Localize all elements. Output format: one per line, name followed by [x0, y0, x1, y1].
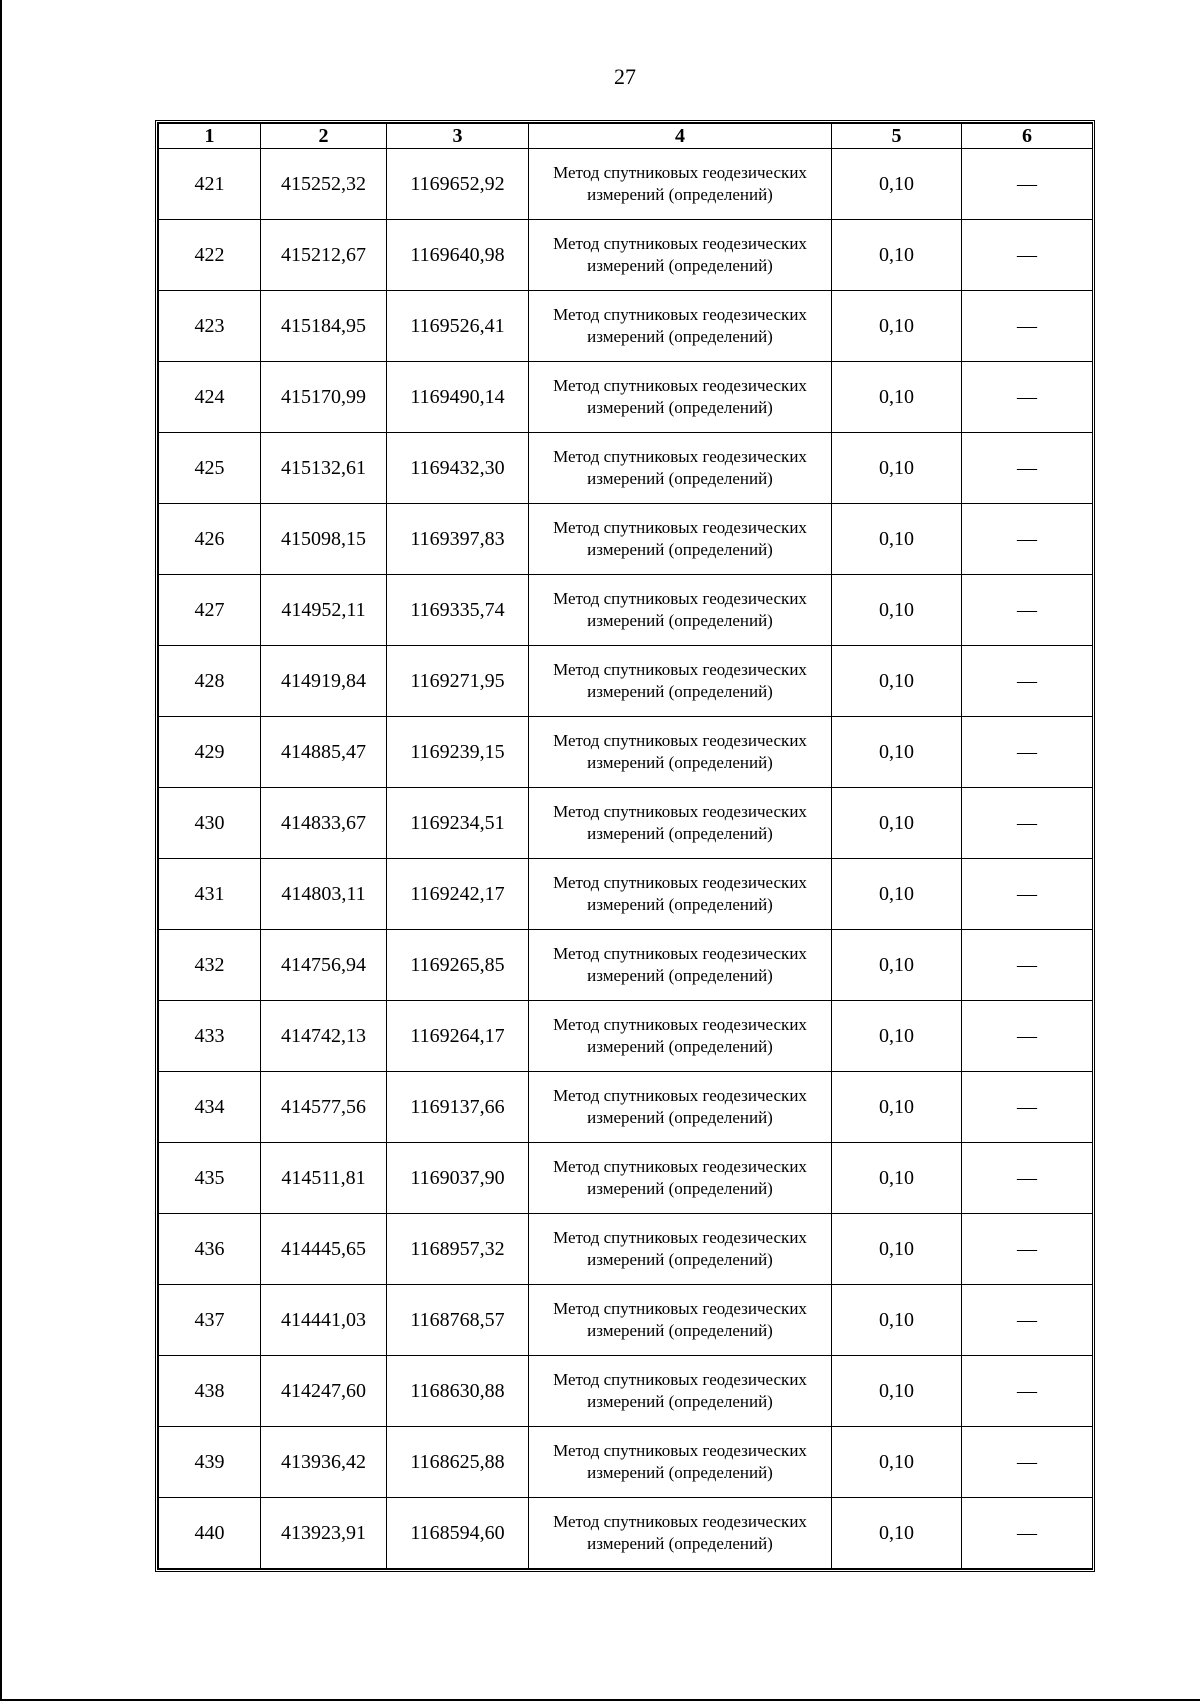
table-row: [159, 1285, 1093, 1356]
point-number-cell: 425: [159, 433, 261, 504]
point-number-cell: 429: [159, 717, 261, 788]
x-coordinate-cell: 413923,91: [261, 1498, 387, 1569]
point-number-cell: 439: [159, 1427, 261, 1498]
y-coordinate-cell: 1169335,74: [387, 575, 529, 646]
note-cell: —: [962, 504, 1093, 575]
point-number-cell: 424: [159, 362, 261, 433]
method-cell: Метод спутниковых геодезических измерений (определений): [529, 1498, 832, 1569]
table-row: [159, 1143, 1093, 1214]
y-coordinate-cell: 1168594,60: [387, 1498, 529, 1569]
column-header: 5: [832, 124, 962, 149]
note-cell: —: [962, 575, 1093, 646]
note-cell: —: [962, 433, 1093, 504]
x-coordinate-cell: 414756,94: [261, 930, 387, 1001]
x-coordinate-cell: 415212,67: [261, 220, 387, 291]
method-cell: Метод спутниковых геодезических измерений (определений): [529, 291, 832, 362]
accuracy-cell: 0,10: [832, 1214, 962, 1285]
y-coordinate-cell: 1169271,95: [387, 646, 529, 717]
note-cell: —: [962, 1498, 1093, 1569]
accuracy-cell: 0,10: [832, 646, 962, 717]
x-coordinate-cell: 415184,95: [261, 291, 387, 362]
x-coordinate-cell: 415098,15: [261, 504, 387, 575]
x-coordinate-cell: 414833,67: [261, 788, 387, 859]
point-number-cell: 434: [159, 1072, 261, 1143]
accuracy-cell: 0,10: [832, 1498, 962, 1569]
method-cell: Метод спутниковых геодезических измерений (определений): [529, 788, 832, 859]
y-coordinate-cell: 1169264,17: [387, 1001, 529, 1072]
table-row: [159, 930, 1093, 1001]
y-coordinate-cell: 1169242,17: [387, 859, 529, 930]
method-cell: Метод спутниковых геодезических измерений (определений): [529, 575, 832, 646]
note-cell: —: [962, 646, 1093, 717]
x-coordinate-cell: 414803,11: [261, 859, 387, 930]
y-coordinate-cell: 1169526,41: [387, 291, 529, 362]
y-coordinate-cell: 1169137,66: [387, 1072, 529, 1143]
x-coordinate-cell: 414577,56: [261, 1072, 387, 1143]
x-coordinate-cell: 415252,32: [261, 149, 387, 220]
x-coordinate-cell: 414445,65: [261, 1214, 387, 1285]
y-coordinate-cell: 1169037,90: [387, 1143, 529, 1214]
column-header: 2: [261, 124, 387, 149]
table-row: [159, 1214, 1093, 1285]
note-cell: —: [962, 1072, 1093, 1143]
page-number: 27: [614, 64, 636, 89]
table-row: [159, 220, 1093, 291]
point-number-cell: 421: [159, 149, 261, 220]
x-coordinate-cell: 414441,03: [261, 1285, 387, 1356]
note-cell: —: [962, 788, 1093, 859]
point-number-cell: 430: [159, 788, 261, 859]
point-number-cell: 422: [159, 220, 261, 291]
y-coordinate-cell: 1169432,30: [387, 433, 529, 504]
accuracy-cell: 0,10: [832, 1356, 962, 1427]
table-row: [159, 788, 1093, 859]
note-cell: —: [962, 1214, 1093, 1285]
method-cell: Метод спутниковых геодезических измерений (определений): [529, 1427, 832, 1498]
accuracy-cell: 0,10: [832, 1001, 962, 1072]
method-cell: Метод спутниковых геодезических измерений (определений): [529, 1214, 832, 1285]
x-coordinate-cell: 414511,81: [261, 1143, 387, 1214]
method-cell: Метод спутниковых геодезических измерений (определений): [529, 1285, 832, 1356]
y-coordinate-cell: 1169239,15: [387, 717, 529, 788]
point-number-cell: 440: [159, 1498, 261, 1569]
note-cell: —: [962, 930, 1093, 1001]
method-cell: Метод спутниковых геодезических измерений (определений): [529, 504, 832, 575]
table-row: [159, 717, 1093, 788]
y-coordinate-cell: 1169265,85: [387, 930, 529, 1001]
y-coordinate-cell: 1169397,83: [387, 504, 529, 575]
table-body: [159, 149, 1093, 1569]
method-cell: Метод спутниковых геодезических измерений (определений): [529, 1001, 832, 1072]
point-number-cell: 435: [159, 1143, 261, 1214]
x-coordinate-cell: 415170,99: [261, 362, 387, 433]
table-row: [159, 1427, 1093, 1498]
method-cell: Метод спутниковых геодезических измерений (определений): [529, 930, 832, 1001]
note-cell: —: [962, 1143, 1093, 1214]
x-coordinate-cell: 414952,11: [261, 575, 387, 646]
accuracy-cell: 0,10: [832, 859, 962, 930]
accuracy-cell: 0,10: [832, 575, 962, 646]
method-cell: Метод спутниковых геодезических измерений (определений): [529, 1356, 832, 1427]
method-cell: Метод спутниковых геодезических измерений (определений): [529, 1143, 832, 1214]
point-number-cell: 427: [159, 575, 261, 646]
accuracy-cell: 0,10: [832, 1072, 962, 1143]
x-coordinate-cell: 414885,47: [261, 717, 387, 788]
accuracy-cell: 0,10: [832, 1285, 962, 1356]
y-coordinate-cell: 1168625,88: [387, 1427, 529, 1498]
y-coordinate-cell: 1168957,32: [387, 1214, 529, 1285]
method-cell: Метод спутниковых геодезических измерений (определений): [529, 646, 832, 717]
y-coordinate-cell: 1168768,57: [387, 1285, 529, 1356]
column-header: 3: [387, 124, 529, 149]
x-coordinate-cell: 414247,60: [261, 1356, 387, 1427]
accuracy-cell: 0,10: [832, 788, 962, 859]
accuracy-cell: 0,10: [832, 1143, 962, 1214]
accuracy-cell: 0,10: [832, 220, 962, 291]
accuracy-cell: 0,10: [832, 1427, 962, 1498]
point-number-cell: 428: [159, 646, 261, 717]
table-row: [159, 1072, 1093, 1143]
table-row: [159, 1356, 1093, 1427]
coordinates-table: [158, 123, 1093, 1569]
point-number-cell: 432: [159, 930, 261, 1001]
point-number-cell: 431: [159, 859, 261, 930]
method-cell: Метод спутниковых геодезических измерений (определений): [529, 362, 832, 433]
x-coordinate-cell: 415132,61: [261, 433, 387, 504]
table-row: [159, 362, 1093, 433]
coordinates-table-frame: [155, 120, 1095, 1572]
table-row: [159, 504, 1093, 575]
note-cell: —: [962, 291, 1093, 362]
y-coordinate-cell: 1168630,88: [387, 1356, 529, 1427]
note-cell: —: [962, 362, 1093, 433]
method-cell: Метод спутниковых геодезических измерений (определений): [529, 859, 832, 930]
y-coordinate-cell: 1169640,98: [387, 220, 529, 291]
accuracy-cell: 0,10: [832, 504, 962, 575]
note-cell: —: [962, 859, 1093, 930]
x-coordinate-cell: 414919,84: [261, 646, 387, 717]
table-row: [159, 291, 1093, 362]
accuracy-cell: 0,10: [832, 149, 962, 220]
note-cell: —: [962, 1427, 1093, 1498]
note-cell: —: [962, 1001, 1093, 1072]
column-header: 1: [159, 124, 261, 149]
method-cell: Метод спутниковых геодезических измерений (определений): [529, 220, 832, 291]
table-row: [159, 859, 1093, 930]
method-cell: Метод спутниковых геодезических измерений (определений): [529, 149, 832, 220]
table-row: [159, 1498, 1093, 1569]
table-row: [159, 149, 1093, 220]
method-cell: Метод спутниковых геодезических измерений (определений): [529, 433, 832, 504]
point-number-cell: 436: [159, 1214, 261, 1285]
point-number-cell: 438: [159, 1356, 261, 1427]
note-cell: —: [962, 717, 1093, 788]
table-header-row: [159, 124, 1093, 149]
method-cell: Метод спутниковых геодезических измерений (определений): [529, 717, 832, 788]
point-number-cell: 423: [159, 291, 261, 362]
accuracy-cell: 0,10: [832, 930, 962, 1001]
table-row: [159, 433, 1093, 504]
note-cell: —: [962, 220, 1093, 291]
column-header: 4: [529, 124, 832, 149]
table-row: [159, 646, 1093, 717]
y-coordinate-cell: 1169652,92: [387, 149, 529, 220]
note-cell: —: [962, 1356, 1093, 1427]
point-number-cell: 433: [159, 1001, 261, 1072]
table-row: [159, 1001, 1093, 1072]
method-cell: Метод спутниковых геодезических измерений (определений): [529, 1072, 832, 1143]
y-coordinate-cell: 1169490,14: [387, 362, 529, 433]
scan-edge-left: [0, 0, 2, 1701]
accuracy-cell: 0,10: [832, 717, 962, 788]
accuracy-cell: 0,10: [832, 362, 962, 433]
table-row: [159, 575, 1093, 646]
point-number-cell: 426: [159, 504, 261, 575]
y-coordinate-cell: 1169234,51: [387, 788, 529, 859]
note-cell: —: [962, 149, 1093, 220]
column-header: 6: [962, 124, 1093, 149]
accuracy-cell: 0,10: [832, 433, 962, 504]
note-cell: —: [962, 1285, 1093, 1356]
point-number-cell: 437: [159, 1285, 261, 1356]
accuracy-cell: 0,10: [832, 291, 962, 362]
x-coordinate-cell: 413936,42: [261, 1427, 387, 1498]
x-coordinate-cell: 414742,13: [261, 1001, 387, 1072]
